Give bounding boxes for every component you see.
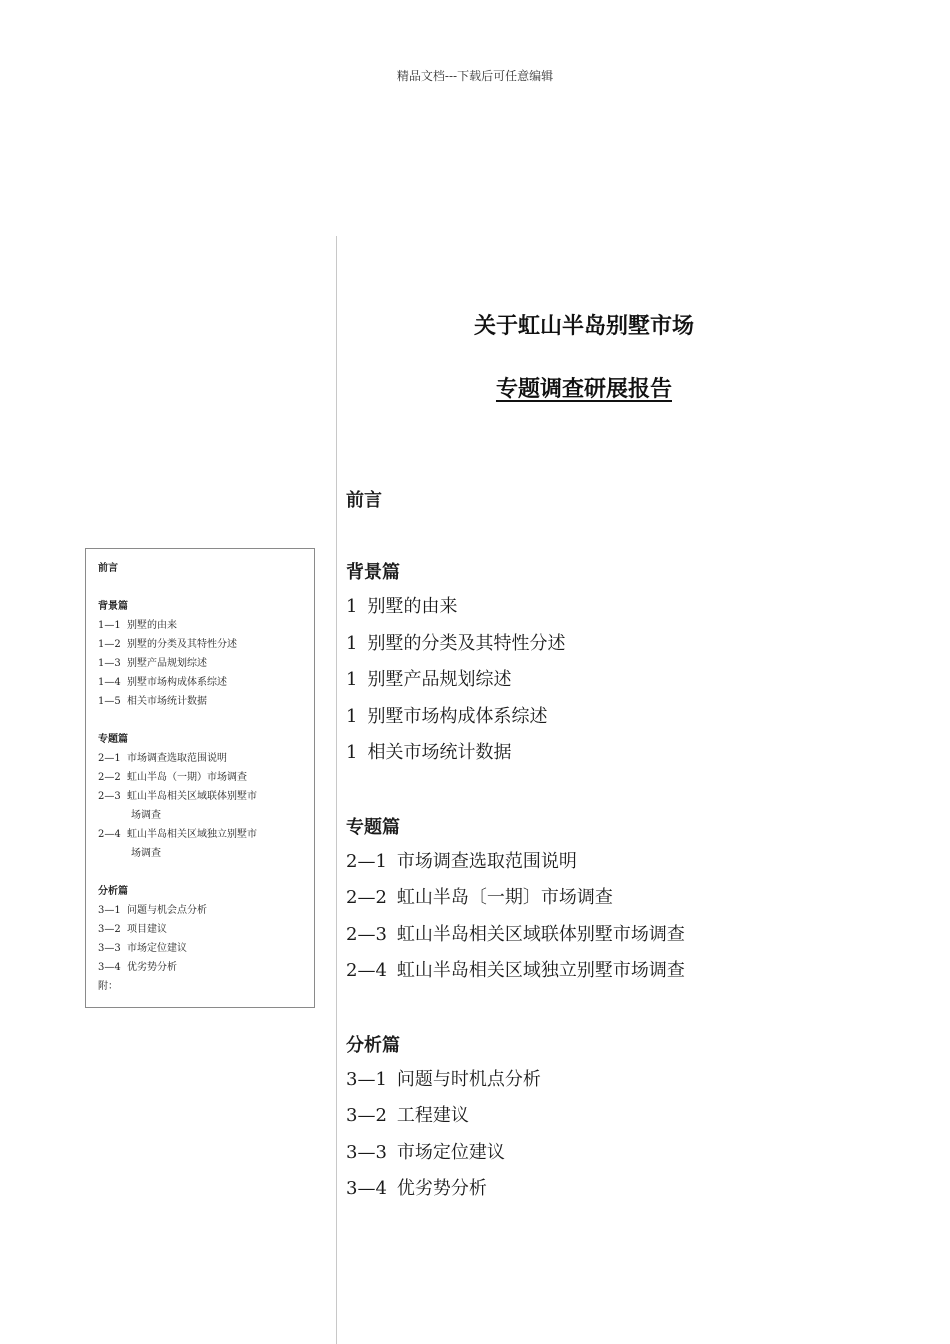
item-number: 1 bbox=[346, 742, 358, 763]
contents-item bbox=[346, 662, 685, 699]
contents-item bbox=[346, 735, 685, 772]
item-number: 1 bbox=[346, 705, 358, 727]
toc-spacer bbox=[98, 863, 314, 882]
toc-section-heading: 背景篇 bbox=[98, 601, 128, 612]
toc-item-continuation: 场调查 bbox=[131, 810, 161, 821]
toc-item-text: 别墅市场构成体系综述 bbox=[127, 677, 227, 688]
item-number: 2—2 bbox=[346, 887, 387, 908]
contents-item bbox=[346, 844, 685, 881]
toc-sidebar-box bbox=[85, 548, 315, 1008]
item-number: 2—3 bbox=[346, 923, 387, 945]
toc-item bbox=[98, 749, 314, 768]
item-text: 虹山半岛相关区域独立别墅市场调查 bbox=[396, 960, 685, 981]
toc-item bbox=[98, 654, 314, 673]
toc-item-number: 2—2 bbox=[98, 772, 121, 783]
toc-preface: 前言 bbox=[98, 563, 118, 574]
contents-item bbox=[346, 626, 685, 663]
main-contents bbox=[346, 485, 685, 1208]
main-sections bbox=[346, 557, 685, 1208]
item-number: 2—4 bbox=[346, 960, 387, 981]
toc-item-continuation: 场调查 bbox=[131, 848, 161, 859]
toc-item-text: 优劣势分析 bbox=[127, 962, 177, 973]
toc-item-text: 相关市场统计数据 bbox=[127, 696, 207, 707]
item-number: 2—1 bbox=[346, 850, 387, 872]
contents-item bbox=[346, 1098, 685, 1135]
item-text: 市场定位建议 bbox=[396, 1141, 505, 1163]
toc-item-number: 2—1 bbox=[98, 753, 121, 764]
toc-item bbox=[98, 920, 314, 939]
item-text: 别墅产品规划综述 bbox=[367, 669, 512, 690]
toc-section-heading: 专题篇 bbox=[98, 734, 128, 745]
item-text: 优劣势分析 bbox=[396, 1178, 487, 1199]
contents-item bbox=[346, 953, 685, 990]
toc-item-number: 3—3 bbox=[98, 943, 121, 954]
item-text: 别墅市场构成体系综述 bbox=[367, 705, 548, 727]
toc-item bbox=[98, 692, 314, 711]
item-text: 虹山半岛相关区域联体别墅市场调查 bbox=[396, 923, 685, 945]
contents-item bbox=[346, 917, 685, 954]
toc-item-number: 3—1 bbox=[98, 905, 121, 916]
toc-item bbox=[98, 616, 314, 635]
item-text: 问题与时机点分析 bbox=[396, 1068, 541, 1090]
toc-item-text: 市场定位建议 bbox=[127, 943, 187, 954]
toc-item-text: 别墅的由来 bbox=[127, 620, 177, 631]
toc-item-number: 1—4 bbox=[98, 677, 121, 688]
item-number: 1 bbox=[346, 632, 358, 654]
item-text: 别墅的由来 bbox=[367, 596, 458, 617]
toc-item-number: 1—5 bbox=[98, 696, 121, 707]
contents-item bbox=[346, 880, 685, 917]
item-number: 3—1 bbox=[346, 1068, 387, 1090]
toc-item bbox=[98, 673, 314, 692]
toc-item-text: 问题与机会点分析 bbox=[127, 905, 207, 916]
toc-item-text: 别墅的分类及其特性分述 bbox=[127, 639, 237, 650]
toc-item bbox=[98, 939, 314, 958]
contents-item bbox=[346, 1062, 685, 1099]
toc-item bbox=[98, 958, 314, 977]
item-text: 别墅的分类及其特性分述 bbox=[367, 632, 566, 654]
section-heading: 分析篇 bbox=[346, 1034, 400, 1056]
item-number: 1 bbox=[346, 669, 358, 690]
toc-item bbox=[98, 787, 314, 806]
toc-section-heading: 分析篇 bbox=[98, 886, 128, 897]
toc-spacer bbox=[98, 711, 314, 730]
toc-item-text: 市场调查选取范围说明 bbox=[127, 753, 227, 764]
item-text: 工程建议 bbox=[396, 1105, 469, 1126]
report-title-line2: 专题调查研展报告 bbox=[495, 376, 672, 402]
vertical-divider bbox=[336, 236, 337, 1344]
toc-item bbox=[98, 635, 314, 654]
toc-item-number: 3—2 bbox=[98, 924, 121, 935]
toc-item-text: 项目建议 bbox=[127, 924, 167, 935]
item-number: 1 bbox=[346, 596, 358, 617]
toc-item-text: 虹山半岛（一期）市场调查 bbox=[127, 772, 247, 783]
contents-item bbox=[346, 699, 685, 736]
section-heading: 专题篇 bbox=[346, 816, 400, 838]
toc-item-number: 2—4 bbox=[98, 829, 121, 840]
contents-item bbox=[346, 589, 685, 626]
toc-appendix: 附： bbox=[98, 981, 118, 992]
toc-item-number: 3—4 bbox=[98, 962, 121, 973]
item-text: 市场调查选取范围说明 bbox=[396, 850, 577, 872]
report-title-line1: 关于虹山半岛别墅市场 bbox=[473, 313, 694, 339]
contents-item bbox=[346, 1171, 685, 1208]
section-heading: 背景篇 bbox=[346, 562, 400, 583]
item-number: 3—3 bbox=[346, 1141, 387, 1163]
toc-item-number: 1—1 bbox=[98, 620, 121, 631]
item-text: 相关市场统计数据 bbox=[367, 742, 512, 763]
contents-item bbox=[346, 1135, 685, 1172]
toc-item bbox=[98, 825, 314, 844]
toc-item-number: 1—3 bbox=[98, 658, 121, 669]
toc-item bbox=[98, 901, 314, 920]
toc-spacer bbox=[98, 578, 314, 597]
item-number: 3—4 bbox=[346, 1178, 387, 1199]
item-number: 3—2 bbox=[346, 1105, 387, 1126]
toc-item bbox=[98, 768, 314, 787]
toc-sections bbox=[98, 578, 314, 977]
toc-item-text: 虹山半岛相关区域独立别墅市 bbox=[127, 829, 257, 840]
toc-item-text: 虹山半岛相关区域联体别墅市 bbox=[127, 791, 257, 802]
toc-item-text: 别墅产品规划综述 bbox=[127, 658, 207, 669]
preface-heading: 前言 bbox=[346, 490, 382, 511]
toc-item-number: 2—3 bbox=[98, 791, 121, 802]
header-watermark: 精品文档---下载后可任意编辑 bbox=[396, 69, 554, 83]
item-text: 虹山半岛〔一期〕市场调查 bbox=[396, 887, 613, 908]
toc-item-number: 1—2 bbox=[98, 639, 121, 650]
